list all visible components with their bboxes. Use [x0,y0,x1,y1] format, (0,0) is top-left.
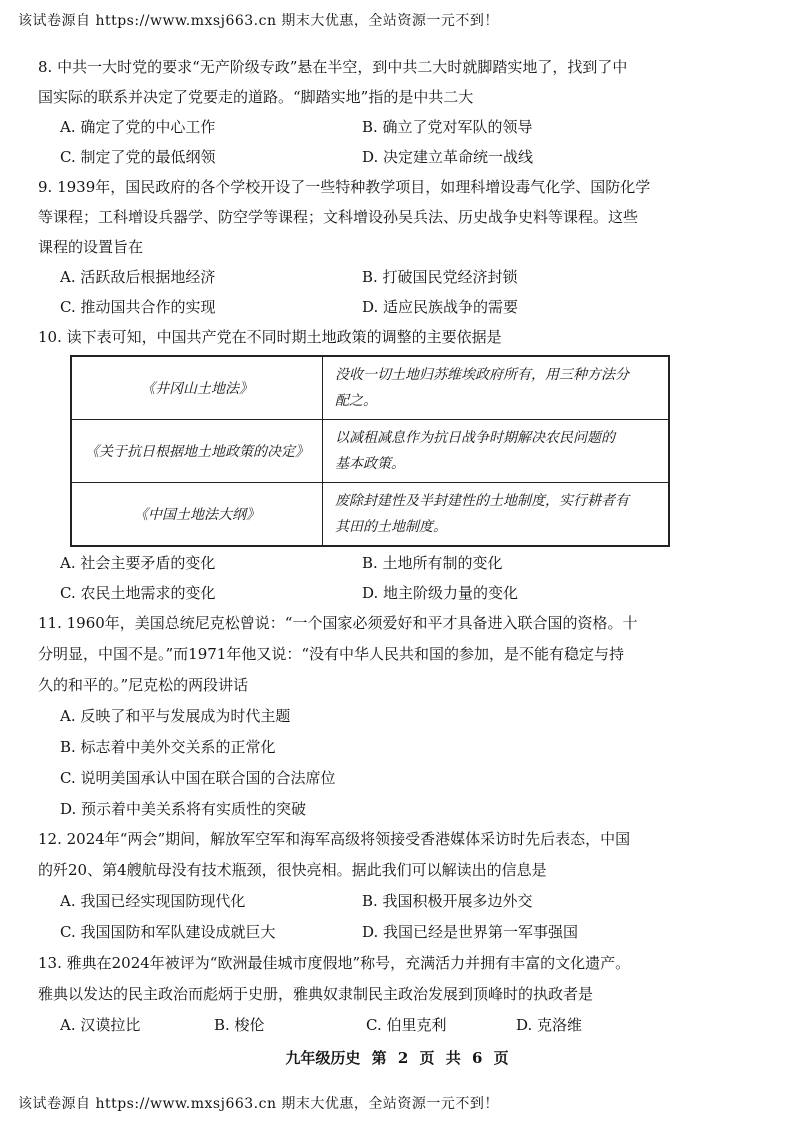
description-line: 以减租减息作为抗日战争时期解决农民问题的 [335,430,615,446]
question-11-stem-line-2: 分明显，中国不是。”而1971年他又说：“没有中华人民共和国的参加，是不能有稳定与持 [38,645,625,663]
question-11-option-b: B. 标志着中美外交关系的正常化 [60,738,276,756]
table-row [71,420,669,483]
description-line: 其田的土地制度。 [335,519,447,535]
table-cell-description [323,483,670,547]
question-12-option-b: B. 我国积极开展多边外交 [362,892,533,910]
site-banner-top: 该试卷源自 https://www.mxsj663.cn 期末大优惠，全站资源一元不到！ [18,13,499,29]
question-12-option-c: C. 我国国防和军队建设成就巨大 [60,923,276,941]
question-9-stem-line-3: 课程的设置旨在 [38,238,144,256]
question-8-option-c: C. 制定了党的最低纲领 [60,148,216,166]
question-13-option-b: B. 梭伦 [214,1016,265,1034]
question-13-option-c: C. 伯里克利 [366,1016,447,1034]
question-10-option-a: A. 社会主要矛盾的变化 [60,554,216,572]
question-12-option-d: D. 我国已经是世界第一军事强国 [362,923,579,941]
question-9-stem-line-1: 9. 1939年，国民政府的各个学校开设了一些特种教学项目，如理科增设毒气化学、国防化学 [38,178,651,196]
question-9-option-d: D. 适应民族战争的需要 [362,298,519,316]
question-11-option-a: A. 反映了和平与发展成为时代主题 [60,707,291,725]
site-banner-bottom: 该试卷源自 https://www.mxsj663.cn 期末大优惠，全站资源一元不到！ [18,1096,499,1112]
question-13-stem-line-1: 13. 雅典在2024年被评为“欧洲最佳城市度假地”称号，充满活力并拥有丰富的文化遗产。 [38,954,631,972]
table-row [71,356,669,420]
table-row [71,483,669,547]
question-12-stem-line-2: 的歼20、第4艘航母没有技术瓶颈，很快亮相。据此我们可以解读出的信息是 [38,861,547,879]
table-cell-law: 《关于抗日根据地土地政策的决定》 [71,420,323,483]
question-13-option-d: D. 克洛维 [516,1016,583,1034]
question-8-stem-line-1: 8. 中共一大时党的要求“无产阶级专政”悬在半空，到中共二大时就脚踏实地了，找到了中 [38,58,628,76]
question-13-stem-line-2: 雅典以发达的民主政治而彪炳于史册，雅典奴隶制民主政治发展到顶峰时的执政者是 [38,985,594,1003]
description-line: 基本政策。 [335,456,405,472]
question-11-stem-line-1: 11. 1960年，美国总统尼克松曾说：“一个国家必须爱好和平才具备进入联合国的资格。十 [38,614,638,632]
question-8-option-b: B. 确立了党对军队的领导 [362,118,533,136]
question-9-stem-line-2: 等课程；工科增设兵器学、防空学等课程；文科增设孙吴兵法、历史战争史料等课程。这些 [38,208,639,226]
description-line: 没收一切土地归苏维埃政府所有，用三种方法分 [335,367,629,383]
question-11-option-d: D. 预示着中美关系将有实质性的突破 [60,800,307,818]
description-line: 配之。 [335,393,377,409]
question-9-option-c: C. 推动国共合作的实现 [60,298,216,316]
question-12-option-a: A. 我国已经实现国防现代化 [60,892,246,910]
question-13-option-a: A. 汉谟拉比 [60,1016,141,1034]
question-10-stem-line-1: 10. 读下表可知，中国共产党在不同时期土地政策的调整的主要依据是 [38,328,502,346]
page-footer: 九年级历史 第 2 页 共 6 页 [285,1049,509,1067]
question-10-option-b: B. 土地所有制的变化 [362,554,503,572]
question-12-stem-line-1: 12. 2024年“两会”期间，解放军空军和海军高级将领接受香港媒体采访时先后表态，中国 [38,830,631,848]
question-8-option-a: A. 确定了党的中心工作 [60,118,216,136]
table-cell-description [323,356,670,420]
description-line: 废除封建性及半封建性的土地制度，实行耕者有 [335,493,629,509]
table-cell-law: 《中国土地法大纲》 [71,483,323,547]
question-9-option-a: A. 活跃敌后根据地经济 [60,268,216,286]
question-8-stem-line-2: 国实际的联系并决定了党要走的道路。“脚踏实地”指的是中共二大 [38,88,474,106]
land-policy-table [70,355,670,547]
question-11-stem-line-3: 久的和平的。”尼克松的两段讲话 [38,676,249,694]
question-9-option-b: B. 打破国民党经济封锁 [362,268,518,286]
question-10-option-d: D. 地主阶级力量的变化 [362,584,519,602]
question-11-option-c: C. 说明美国承认中国在联合国的合法席位 [60,769,336,787]
table-cell-law: 《井冈山土地法》 [71,356,323,420]
table-cell-description [323,420,670,483]
question-10-option-c: C. 农民土地需求的变化 [60,584,216,602]
question-8-option-d: D. 决定建立革命统一战线 [362,148,534,166]
